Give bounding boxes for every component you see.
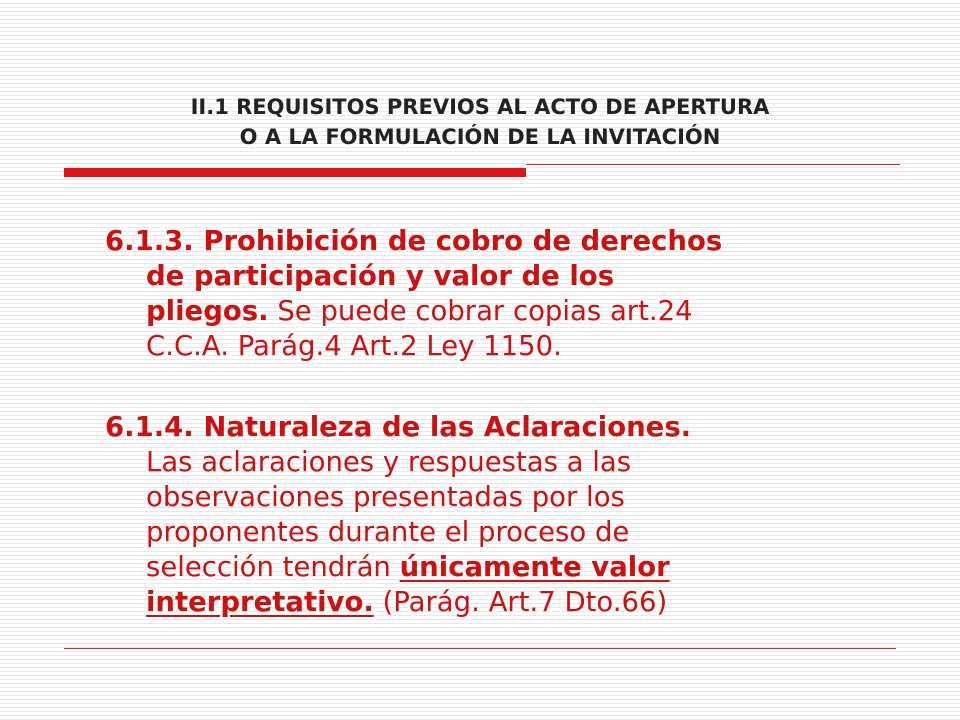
item-6-1-4 <box>105 410 865 620</box>
slide-title <box>60 92 900 152</box>
bottom-divider <box>64 648 896 649</box>
slide-title-line-1: II.1 REQUISITOS PREVIOS AL ACTO DE APERTURA <box>190 95 770 119</box>
item-6-1-4-line-6 <box>105 585 865 620</box>
slide-title-line-2: O A LA FORMULACIÓN DE LA INVITACIÓN <box>239 125 721 149</box>
item-6-1-4-text-2: observaciones presentadas por los <box>146 481 625 513</box>
item-6-1-4-text-3: proponentes durante el proceso de <box>146 516 630 548</box>
item-6-1-3-heading-cont: de participación y valor de los <box>146 260 615 292</box>
item-6-1-4-text-1: Las aclaraciones y respuestas a las <box>146 446 632 478</box>
item-6-1-3 <box>105 224 865 364</box>
item-6-1-3-heading: 6.1.3. Prohibición de cobro de derechos <box>105 225 723 257</box>
item-6-1-3-line-3 <box>105 294 865 329</box>
item-6-1-3-text: Se puede cobrar copias art.24 <box>268 295 693 327</box>
item-6-1-4-heading: 6.1.4. Naturaleza de las Aclaraciones. <box>105 411 692 443</box>
title-divider-thin <box>526 164 900 165</box>
item-6-1-4-text-4: selección tendrán <box>146 551 400 583</box>
title-divider-red <box>64 168 526 177</box>
item-6-1-4-line-5 <box>105 550 865 585</box>
item-6-1-3-heading-end: pliegos. <box>146 295 269 327</box>
item-6-1-3-text-cont: C.C.A. Parág.4 Art.2 Ley 1150. <box>146 330 562 362</box>
item-6-1-4-emphasis: únicamente valor <box>399 551 670 583</box>
item-6-1-4-reference: (Parág. Art.7 Dto.66) <box>373 586 668 618</box>
item-6-1-4-emphasis-cont: interpretativo. <box>146 586 374 618</box>
